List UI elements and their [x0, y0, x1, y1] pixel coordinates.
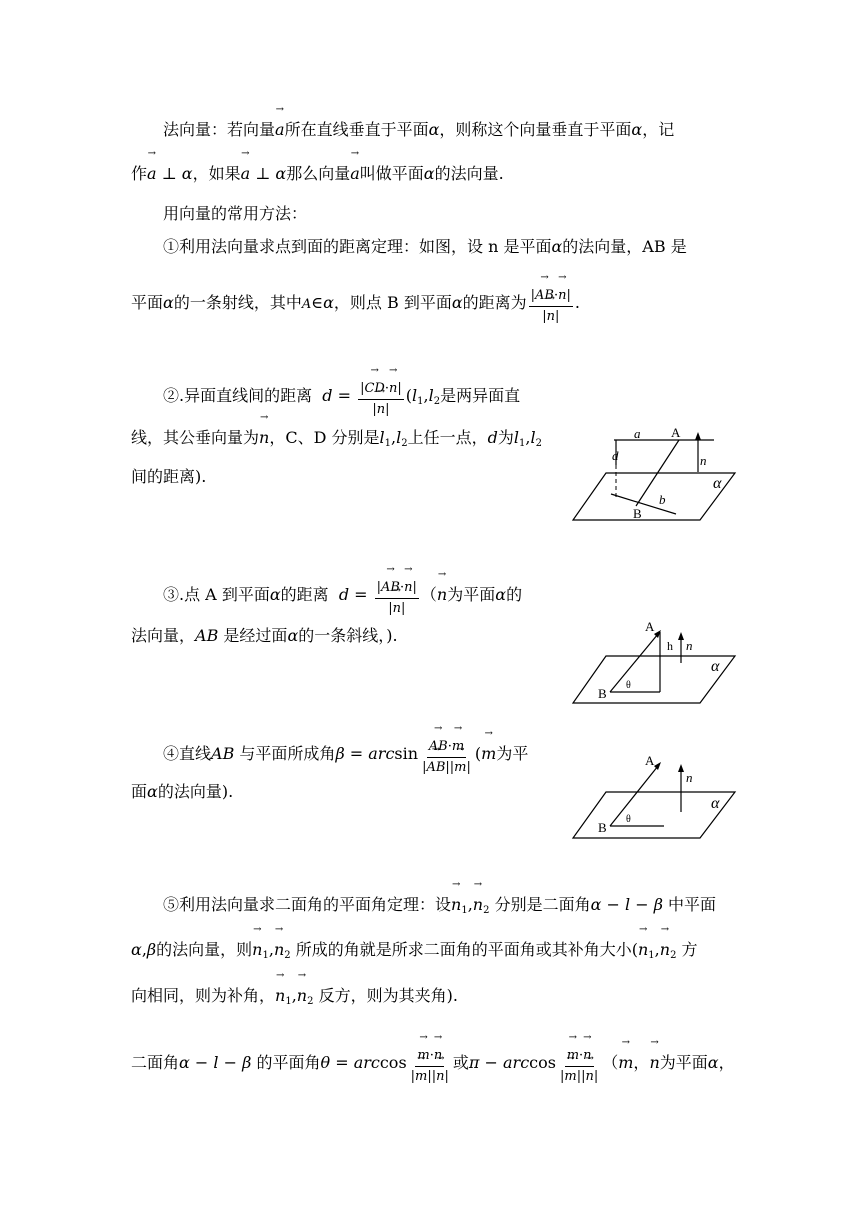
text: ②.异面直线间的距离 — [163, 386, 313, 405]
label-alpha: α — [711, 795, 720, 812]
p6-line2: 面α的法向量). — [131, 782, 234, 801]
text: ，则称这个向量垂直于平面 — [439, 120, 632, 139]
text: 面 — [131, 782, 148, 801]
text: 是两异面直 — [440, 386, 521, 405]
label-n: n — [686, 638, 693, 653]
text: 为平面 — [447, 585, 496, 604]
text: 的一条斜线，). — [298, 626, 398, 645]
p7-line1: ⑤利用法向量求二面角的平面角定理：设→ $n_1,\to n_2$ 分别是二面角α − l − β 中平面 — [163, 893, 716, 923]
p5-line2: 法向量，AB 是经过面α的一条斜线，). — [131, 626, 398, 645]
label-a: a — [634, 426, 641, 441]
text: 间的距离). — [131, 467, 207, 486]
text: 的 — [506, 585, 523, 604]
text: 方 — [681, 940, 698, 959]
text: ④直线 — [163, 744, 212, 763]
text: 向相同，则为补角， — [131, 986, 276, 1005]
text: 叫做平面 — [359, 164, 424, 183]
p7-line3: 向相同，则为补角，→ $n_1,\to n_2$ 反方，则为其夹角). — [131, 984, 458, 1014]
text: ，则点 B 到平面 — [333, 293, 452, 312]
text: 的距离为 — [462, 293, 527, 312]
label-A: A — [645, 753, 655, 768]
line-plane-angle-figure — [568, 750, 740, 840]
text: 的法向量. — [434, 164, 504, 183]
point-plane-distance-formula: $\frac{|\to AB\cdot\to n|}{|\to n|}$ — [375, 572, 419, 619]
p1-line2: 作→ a ⊥ α，如果→ a ⊥ α那么向量→ a叫做平面α的法向量. — [131, 162, 504, 186]
label-b: b — [659, 492, 666, 507]
text: 反方，则为其夹角). — [318, 986, 458, 1005]
text: 与平面所成角 — [239, 744, 336, 763]
label-alpha: α — [713, 475, 722, 492]
text: ，C、D 分别是 — [269, 428, 380, 447]
p4-line1: ②.异面直线间的距离 d = $\frac{|\to CD\cdot\to n|}{|\to n|}$ ($l_1,l_2$是两异面直 — [163, 373, 520, 420]
label-n: n — [686, 770, 693, 785]
dihedral-formula-1: → $\frac{m\cdot\to n}{|\to m||\to n|}$ — [409, 1040, 451, 1087]
label-h: h — [667, 639, 673, 653]
p8-line1: 二面角α − l − β 的平面角θ = arccos → $\frac{m\cdot\to n}{|\to m||\to n|}$ 或π − arccos → $\frac{m\cdot\to n}{|\to m||\to n|}$ （→ m，→ n为平面α， — [131, 1040, 735, 1087]
text: 的法向量，则 — [156, 940, 253, 959]
skew-lines-figure — [568, 420, 740, 524]
point-plane-figure — [568, 618, 740, 708]
text: 的距离 — [280, 585, 329, 604]
p4-line2: 线，其公垂向量为→ n，C、D 分别是$l_1,l_2$上任一点，d为$l_1,l_2$ — [131, 426, 542, 456]
text: 为平面 — [659, 1053, 708, 1072]
text: 线，其公垂向量为 — [131, 428, 260, 447]
label-B: B — [633, 506, 642, 521]
text: 的法向量). — [157, 782, 234, 801]
text: ③.点 A 到平面 — [163, 585, 270, 604]
text: 那么向量 — [286, 164, 351, 183]
text: ⑤利用法向量求二面角的平面角定理：设 — [163, 895, 452, 914]
line-plane-angle-formula: → $\frac{AB\cdot\to m}{|\to AB||\to m|}$ — [420, 731, 473, 778]
text: 分别是二面角 — [494, 895, 591, 914]
text: 平面 — [131, 293, 164, 312]
text: 法向量， — [131, 626, 196, 645]
text: 法向量：若向量 — [163, 120, 276, 139]
text: 为平 — [496, 744, 529, 763]
label-A: A — [645, 619, 655, 634]
text: 或 — [452, 1053, 469, 1072]
text: 所成的角就是所求二面角的平面角或其补角大小( — [295, 940, 638, 959]
text: 的法向量，AB 是 — [562, 237, 687, 256]
p1-line1: 法向量：若向量→ a所在直线垂直于平面α，则称这个向量垂直于平面α，记 — [163, 118, 674, 142]
label-B: B — [598, 820, 607, 835]
label-A: A — [671, 425, 681, 440]
text: ，记 — [642, 120, 675, 139]
p3-line1: ①利用法向量求点到面的距离定理：如图，设 n 是平面α的法向量，AB 是 — [163, 237, 687, 256]
p7-line2: α,β的法向量，则→ $n_1,\to n_2$ 所成的角就是所求二面角的平面角或其补角大小(→ $n_1,\to n_2$ 方 — [131, 938, 698, 968]
p3-line2: 平面α的一条射线，其中A∈α，则点 B 到平面α的距离为 $\frac{|\to AB\cdot\to n|}{|\to n|}$ . — [131, 280, 580, 327]
text: 作 — [131, 164, 148, 183]
text: 是经过面 — [223, 626, 288, 645]
text: ①利用法向量求点到面的距离定理：如图，设 n 是平面 — [163, 237, 552, 256]
label-n: n — [700, 453, 707, 468]
skew-distance-formula: $\frac{|\to CD\cdot\to n|}{|\to n|}$ — [358, 373, 404, 420]
dihedral-formula-2: → $\frac{m\cdot\to n}{|\to m||\to n|}$ — [558, 1040, 600, 1087]
distance-formula: $\frac{|\to AB\cdot\to n|}{|\to n|}$ — [529, 280, 573, 327]
p4-line3 — [131, 465, 206, 489]
label-theta: θ — [626, 814, 631, 825]
text: 中平面 — [668, 895, 717, 914]
label-alpha: α — [711, 658, 720, 675]
text: 用向量的常用方法： — [163, 204, 308, 223]
label-d: d — [612, 448, 619, 463]
text: 上任一点， — [407, 428, 488, 447]
p5-line1: ③.点 A 到平面α的距离 d = $\frac{|\to AB\cdot\to n|}{|\to n|}$ （→ n为平面α的 — [163, 572, 522, 619]
text: 所在直线垂直于平面 — [284, 120, 429, 139]
text: 的平面角 — [256, 1053, 321, 1072]
p6-line1: ④直线AB 与平面所成角β = arcsin → $\frac{AB\cdot\to m}{|\to AB||\to m|}$ (→ m为平 — [163, 731, 528, 778]
text: ，如果 — [192, 164, 241, 183]
text: ， — [633, 1053, 650, 1072]
text: 的一条射线，其中 — [173, 293, 302, 312]
label-B: B — [598, 686, 607, 701]
text: 为 — [497, 428, 514, 447]
label-theta: θ — [626, 680, 631, 691]
p2-line — [163, 202, 307, 226]
text: 二面角 — [131, 1053, 180, 1072]
